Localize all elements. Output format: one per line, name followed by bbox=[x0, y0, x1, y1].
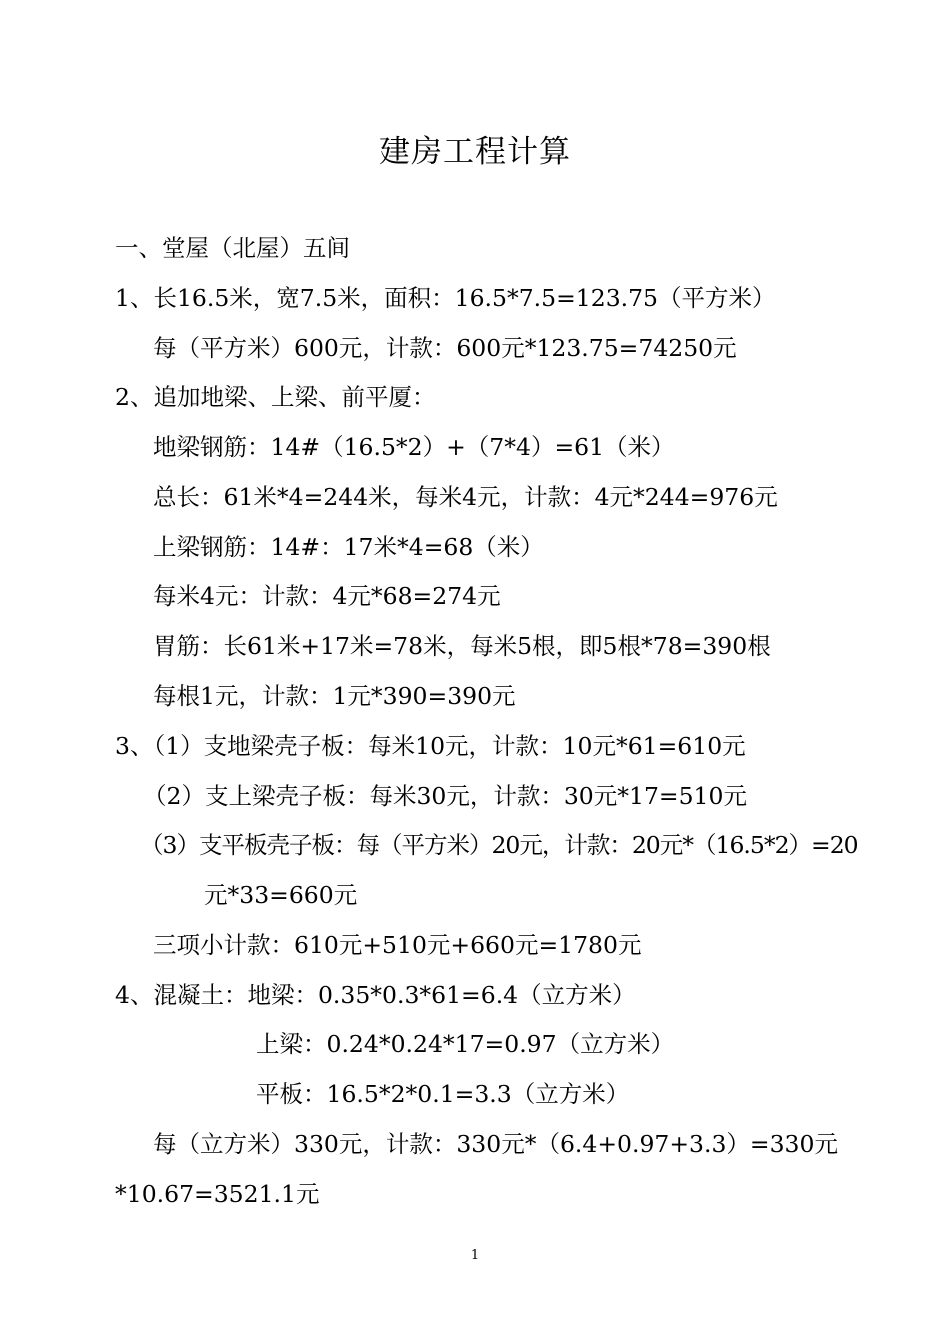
document-title: 建房工程计算 bbox=[379, 134, 571, 170]
text-line: 每（立方米）330元，计款：330元*（6.4+0.97+3.3）=330元 bbox=[153, 1130, 838, 1158]
page-number: 1 bbox=[470, 1248, 480, 1263]
section-heading: 一、堂屋（北屋）五间 bbox=[115, 234, 350, 262]
text-line: 胃筋：长61米+17米=78米，每米5根，即5根*78=390根 bbox=[153, 632, 771, 660]
text-line: （3）支平板壳子板：每（平方米）20元，计款：20元*（16.5*2）=20 bbox=[140, 831, 858, 859]
text-line: 每（平方米）600元，计款：600元*123.75=74250元 bbox=[153, 334, 737, 362]
text-line: 地梁钢筋：14#（16.5*2）+（7*4）=61（米） bbox=[153, 433, 675, 461]
text-line: 总长：61米*4=244米，每米4元，计款：4元*244=976元 bbox=[153, 483, 778, 511]
text-line: 3、（1）支地梁壳子板：每米10元，计款：10元*61=610元 bbox=[115, 732, 746, 760]
text-line: *10.67=3521.1元 bbox=[115, 1180, 320, 1208]
text-line: 三项小计款：610元+510元+660元=1780元 bbox=[153, 931, 642, 959]
text-line: （2）支上梁壳子板：每米30元，计款：30元*17=510元 bbox=[143, 782, 747, 810]
text-line: 元*33=660元 bbox=[204, 881, 358, 909]
text-line: 1、长16.5米，宽7.5米，面积：16.5*7.5=123.75（平方米） bbox=[115, 284, 776, 312]
text-line: 2、追加地梁、上梁、前平厦： bbox=[115, 383, 436, 411]
text-line: 平板：16.5*2*0.1=3.3（立方米） bbox=[256, 1080, 630, 1108]
text-line: 4、混凝土：地梁：0.35*0.3*61=6.4（立方米） bbox=[115, 981, 636, 1009]
text-line: 每米4元：计款：4元*68=274元 bbox=[153, 582, 501, 610]
text-line: 上梁：0.24*0.24*17=0.97（立方米） bbox=[256, 1030, 675, 1058]
text-line: 上梁钢筋：14#：17米*4=68（米） bbox=[153, 533, 544, 561]
text-line: 每根1元，计款：1元*390=390元 bbox=[153, 682, 516, 710]
